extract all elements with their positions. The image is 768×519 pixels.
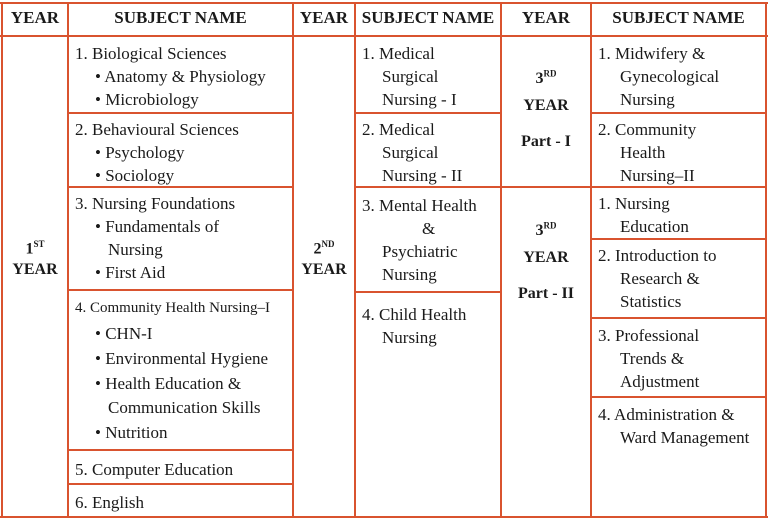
subject-line: 1. Nursing (598, 194, 670, 213)
subject-nursing-education (592, 188, 765, 242)
header-year-3: YEAR (521, 8, 571, 27)
year-2-number: 2 (313, 240, 322, 258)
subject-line: Nursing - II (382, 166, 463, 185)
subject-mental-health (356, 190, 500, 290)
subject-line: Psychiatric (382, 242, 458, 261)
subject-item: • CHN-I (95, 324, 153, 343)
subject-midwifery (592, 38, 765, 115)
subject-line: Ward Management (620, 428, 750, 447)
c3-row-line (590, 317, 767, 319)
year-3-part-1-label (502, 55, 590, 165)
subject-biological-sciences (69, 38, 292, 115)
border-right (765, 2, 767, 518)
year-2-suffix: ND (321, 239, 335, 250)
subject-professional-trends (592, 320, 765, 397)
subject-line: 4. Child Health (362, 305, 467, 324)
subject-line: Nursing (382, 265, 437, 284)
subject-line: Health (620, 143, 666, 162)
subject-behavioural-sciences (69, 114, 292, 191)
subject-line: Nursing (382, 328, 437, 347)
subject-item: • Environmental Hygiene (95, 349, 269, 368)
subject-computer-education (69, 454, 292, 485)
subject-title: 6. English (75, 493, 144, 512)
year-1-word: YEAR (12, 261, 58, 279)
subject-item: • Nutrition (95, 423, 168, 442)
year-3b-word: YEAR (523, 249, 569, 267)
subject-line: 2. Community (598, 120, 697, 139)
year3-separator (500, 186, 592, 188)
subject-item: • Anatomy & Physiology (95, 67, 266, 86)
subject-line: Nursing–II (620, 166, 695, 185)
subject-line: Statistics (620, 292, 682, 311)
year-1-label (3, 220, 67, 300)
year-2-word: YEAR (301, 261, 347, 279)
year-1-number: 1 (25, 240, 34, 258)
subject-administration (592, 399, 765, 453)
subject-item: • Fundamentals of (95, 217, 219, 236)
subject-line: 2. Medical (362, 120, 435, 139)
subject-research-statistics (592, 240, 765, 317)
subject-item: • Psychology (95, 143, 185, 162)
subject-nursing-foundations (69, 188, 292, 288)
year-3b-number: 3 (535, 222, 544, 240)
header-year-1: YEAR (10, 8, 60, 27)
subject-item: • Sociology (95, 166, 175, 185)
subject-medical-surgical-1 (356, 38, 500, 115)
c2-row-line (354, 291, 502, 293)
subject-item-cont: Communication Skills (108, 398, 261, 417)
subject-line: Education (620, 217, 689, 236)
subject-title: 1. Biological Sciences (75, 44, 227, 63)
subject-community-health-2 (592, 114, 765, 191)
year-3b-suffix: RD (543, 220, 557, 231)
year-3a-suffix: RD (543, 68, 557, 79)
header-year-2: YEAR (299, 8, 349, 27)
header-bottom (0, 35, 768, 37)
subject-line: & (422, 219, 436, 238)
subject-english (69, 487, 292, 518)
subject-item-cont: Nursing (108, 240, 163, 259)
subject-line: 1. Medical (362, 44, 435, 63)
subject-title: 5. Computer Education (75, 460, 234, 479)
year-3a-word: YEAR (523, 97, 569, 115)
subject-title: 3. Nursing Foundations (75, 194, 236, 213)
subject-line: 1. Midwifery & (598, 44, 706, 63)
subject-line: Research & (620, 269, 700, 288)
subject-child-health (356, 299, 500, 353)
subject-item: • First Aid (95, 263, 166, 282)
subject-line: Nursing - I (382, 90, 457, 109)
header-subject-2: SUBJECT NAME (361, 8, 495, 27)
subject-item: • Health Education & (95, 374, 242, 393)
subject-line: 3. Professional (598, 326, 700, 345)
header-subject-1: SUBJECT NAME (114, 8, 247, 27)
subject-medical-surgical-2 (356, 114, 500, 191)
subject-line: Gynecological (620, 67, 720, 86)
year-3a-part: Part - I (521, 132, 571, 150)
year-1-suffix: ST (33, 239, 45, 250)
header-subject-3: SUBJECT NAME (612, 8, 745, 27)
subject-community-health-nursing-1 (69, 291, 292, 450)
subject-line: 3. Mental Health (362, 196, 477, 215)
subject-line: Surgical (382, 143, 439, 162)
subject-line: Surgical (382, 67, 439, 86)
subject-line: Trends & (620, 349, 685, 368)
subject-line: Nursing (620, 90, 675, 109)
year-3b-part: Part - II (518, 284, 574, 302)
subject-line: 2. Introduction to (598, 246, 717, 265)
year-3-part-2-label (502, 207, 590, 317)
subject-title: 4. Community Health Nursing–I (75, 300, 270, 316)
year-3a-number: 3 (535, 70, 544, 88)
subject-line: 4. Administration & (598, 405, 735, 424)
subject-title: 2. Behavioural Sciences (75, 120, 239, 139)
subject-item: • Microbiology (95, 90, 199, 109)
year-2-label (294, 220, 354, 300)
subject-line: Adjustment (620, 372, 700, 391)
